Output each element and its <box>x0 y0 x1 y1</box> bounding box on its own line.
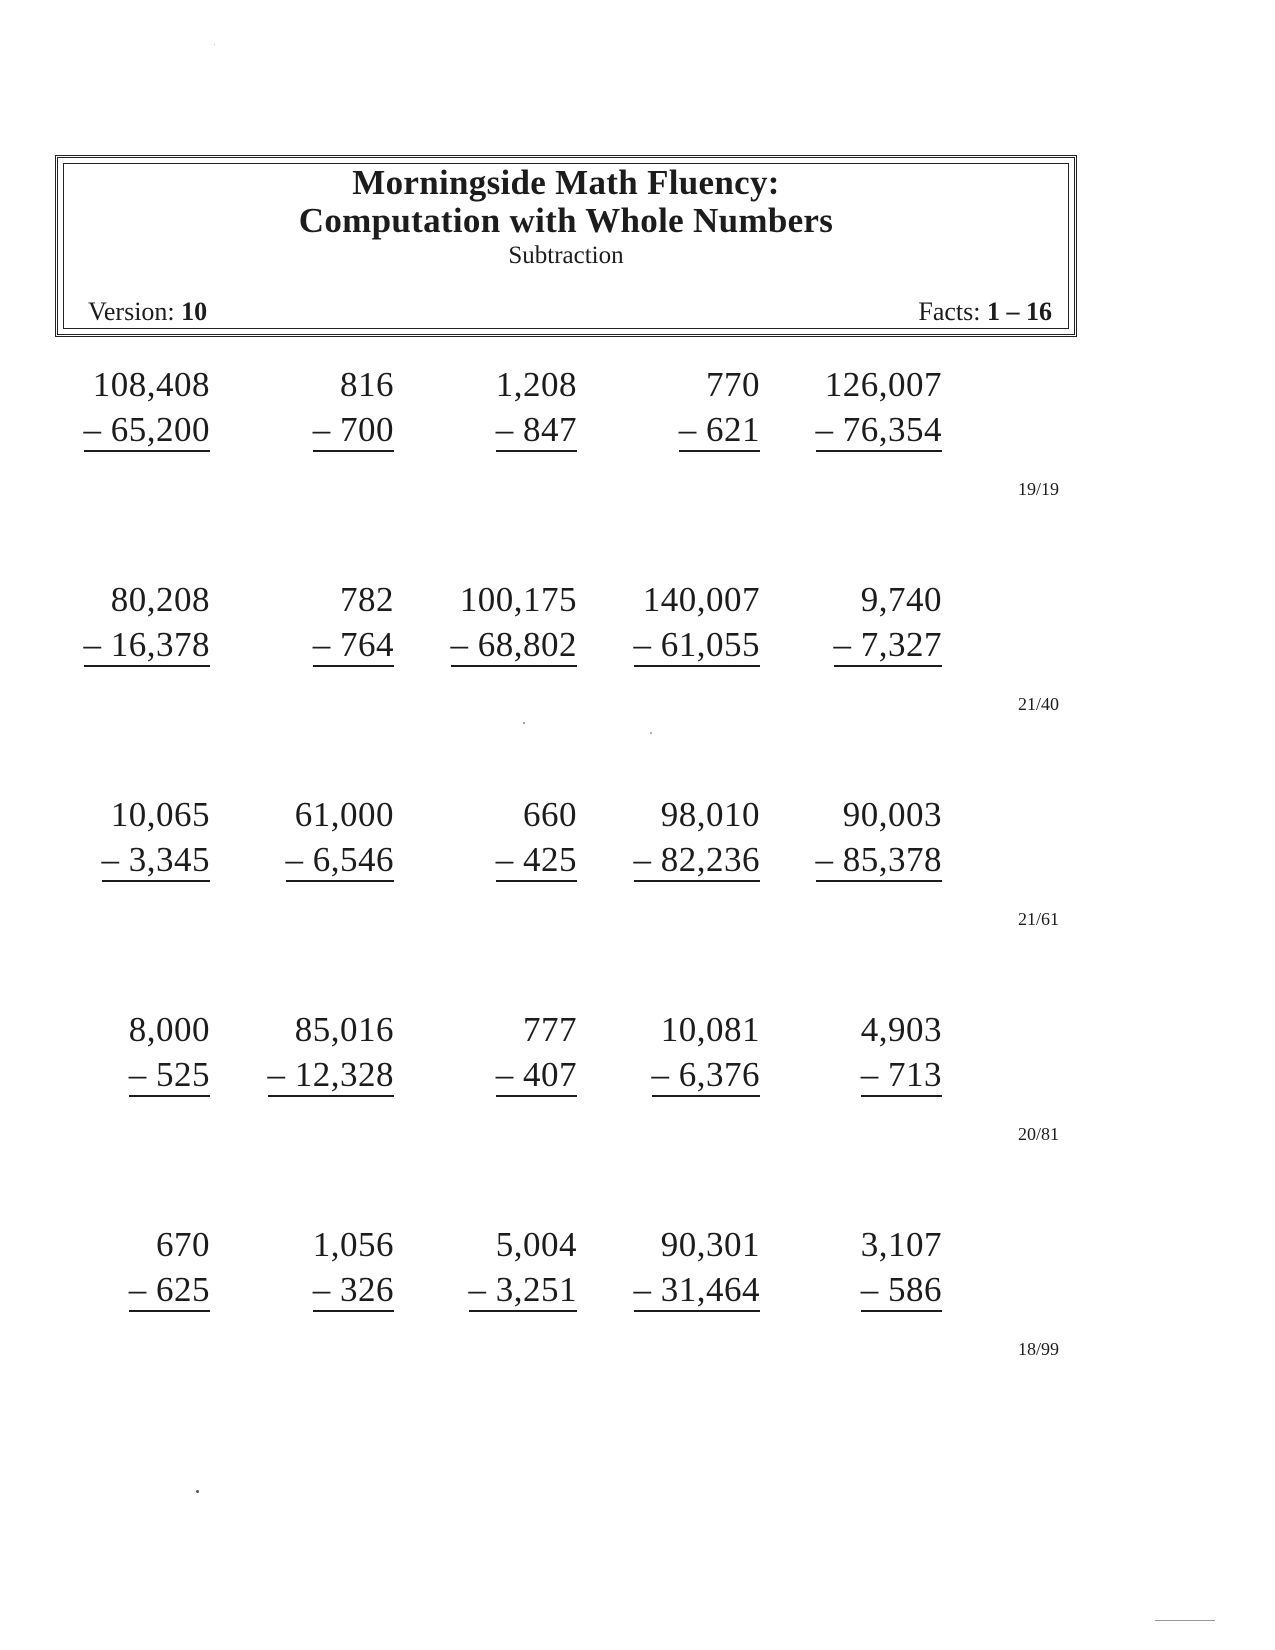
facts-label: Facts: <box>918 297 981 326</box>
minuend: 4,903 <box>860 1010 942 1049</box>
problem <box>194 1010 394 1110</box>
minuend: 140,007 <box>642 580 760 619</box>
minuend: 61,000 <box>294 795 394 834</box>
subtrahend: – 7,327 <box>834 625 943 667</box>
scan-speck <box>650 732 652 734</box>
problem <box>560 1225 760 1325</box>
problem <box>560 795 760 895</box>
minuend: 98,010 <box>660 795 760 834</box>
minuend: 90,301 <box>660 1225 760 1264</box>
minuend: 10,081 <box>660 1010 760 1049</box>
minuend: 126,007 <box>824 365 942 404</box>
row-score: 20/81 <box>1018 1124 1060 1144</box>
worksheet-topic: Subtraction <box>508 242 624 269</box>
version-info <box>88 298 207 326</box>
facts-value: 1 – 16 <box>987 297 1052 326</box>
scan-speck <box>523 722 525 724</box>
problem-row-4 <box>0 1010 1275 1144</box>
minuend: 3,107 <box>860 1225 942 1264</box>
minuend: 90,003 <box>842 795 942 834</box>
scan-line <box>1155 1620 1215 1621</box>
subtrahend: – 85,378 <box>816 840 943 882</box>
subtrahend: – 68,802 <box>451 625 578 667</box>
problem <box>10 1010 210 1110</box>
problem <box>10 365 210 465</box>
problem-row-5 <box>0 1225 1275 1359</box>
worksheet-header <box>55 155 1077 337</box>
problem <box>194 580 394 680</box>
problem <box>194 1225 394 1325</box>
worksheet-subtitle: Computation with Whole Numbers <box>298 201 834 240</box>
problem-row-1 <box>0 365 1275 499</box>
subtrahend: – 847 <box>496 410 577 452</box>
minuend: 9,740 <box>860 580 942 619</box>
minuend: 100,175 <box>459 580 577 619</box>
minuend: 1,056 <box>312 1225 394 1264</box>
problem <box>377 580 577 680</box>
minuend: 782 <box>340 580 394 619</box>
subtrahend: – 586 <box>861 1270 942 1312</box>
scan-speck <box>214 44 215 45</box>
version-value: 10 <box>181 297 208 326</box>
problem <box>560 580 760 680</box>
subtrahend: – 525 <box>129 1055 210 1097</box>
problem-row-2 <box>0 580 1275 714</box>
row-score: 21/61 <box>1018 909 1060 929</box>
row-score: 19/19 <box>1018 479 1060 499</box>
problem <box>742 1225 942 1325</box>
minuend: 108,408 <box>92 365 210 404</box>
subtrahend: – 31,464 <box>634 1270 761 1312</box>
subtrahend: – 82,236 <box>634 840 761 882</box>
subtrahend: – 16,378 <box>84 625 211 667</box>
row-score: 21/40 <box>1018 694 1060 714</box>
subtrahend: – 326 <box>313 1270 394 1312</box>
subtrahend: – 621 <box>679 410 760 452</box>
problem <box>377 1010 577 1110</box>
problem <box>742 1010 942 1110</box>
subtrahend: – 65,200 <box>84 410 211 452</box>
subtrahend: – 764 <box>313 625 394 667</box>
subtrahend: – 3,345 <box>102 840 211 882</box>
subtrahend: – 425 <box>496 840 577 882</box>
scan-speck <box>196 1490 199 1493</box>
minuend: 5,004 <box>495 1225 577 1264</box>
subtrahend: – 6,376 <box>652 1055 761 1097</box>
minuend: 777 <box>523 1010 577 1049</box>
problem <box>10 1225 210 1325</box>
minuend: 660 <box>523 795 577 834</box>
subtrahend: – 625 <box>129 1270 210 1312</box>
problem <box>742 580 942 680</box>
subtrahend: – 6,546 <box>286 840 395 882</box>
problem <box>10 795 210 895</box>
subtrahend: – 3,251 <box>469 1270 578 1312</box>
subtrahend: – 700 <box>313 410 394 452</box>
worksheet-title: Morningside Math Fluency: <box>352 163 780 202</box>
facts-info <box>918 298 1052 326</box>
subtrahend: – 12,328 <box>268 1055 395 1097</box>
problem <box>10 580 210 680</box>
minuend: 1,208 <box>495 365 577 404</box>
subtrahend: – 713 <box>861 1055 942 1097</box>
minuend: 10,065 <box>110 795 210 834</box>
problem <box>560 365 760 465</box>
minuend: 770 <box>706 365 760 404</box>
minuend: 85,016 <box>294 1010 394 1049</box>
subtrahend: – 407 <box>496 1055 577 1097</box>
problem <box>377 795 577 895</box>
minuend: 670 <box>156 1225 210 1264</box>
problem <box>742 365 942 465</box>
minuend: 8,000 <box>128 1010 210 1049</box>
subtrahend: – 61,055 <box>634 625 761 667</box>
subtrahend: – 76,354 <box>816 410 943 452</box>
problem-row-3 <box>0 795 1275 929</box>
problem <box>742 795 942 895</box>
problem <box>194 795 394 895</box>
problem <box>377 365 577 465</box>
minuend: 816 <box>340 365 394 404</box>
row-score: 18/99 <box>1018 1339 1060 1359</box>
version-label: Version: <box>88 297 175 326</box>
problem <box>560 1010 760 1110</box>
problem <box>194 365 394 465</box>
minuend: 80,208 <box>110 580 210 619</box>
problem <box>377 1225 577 1325</box>
